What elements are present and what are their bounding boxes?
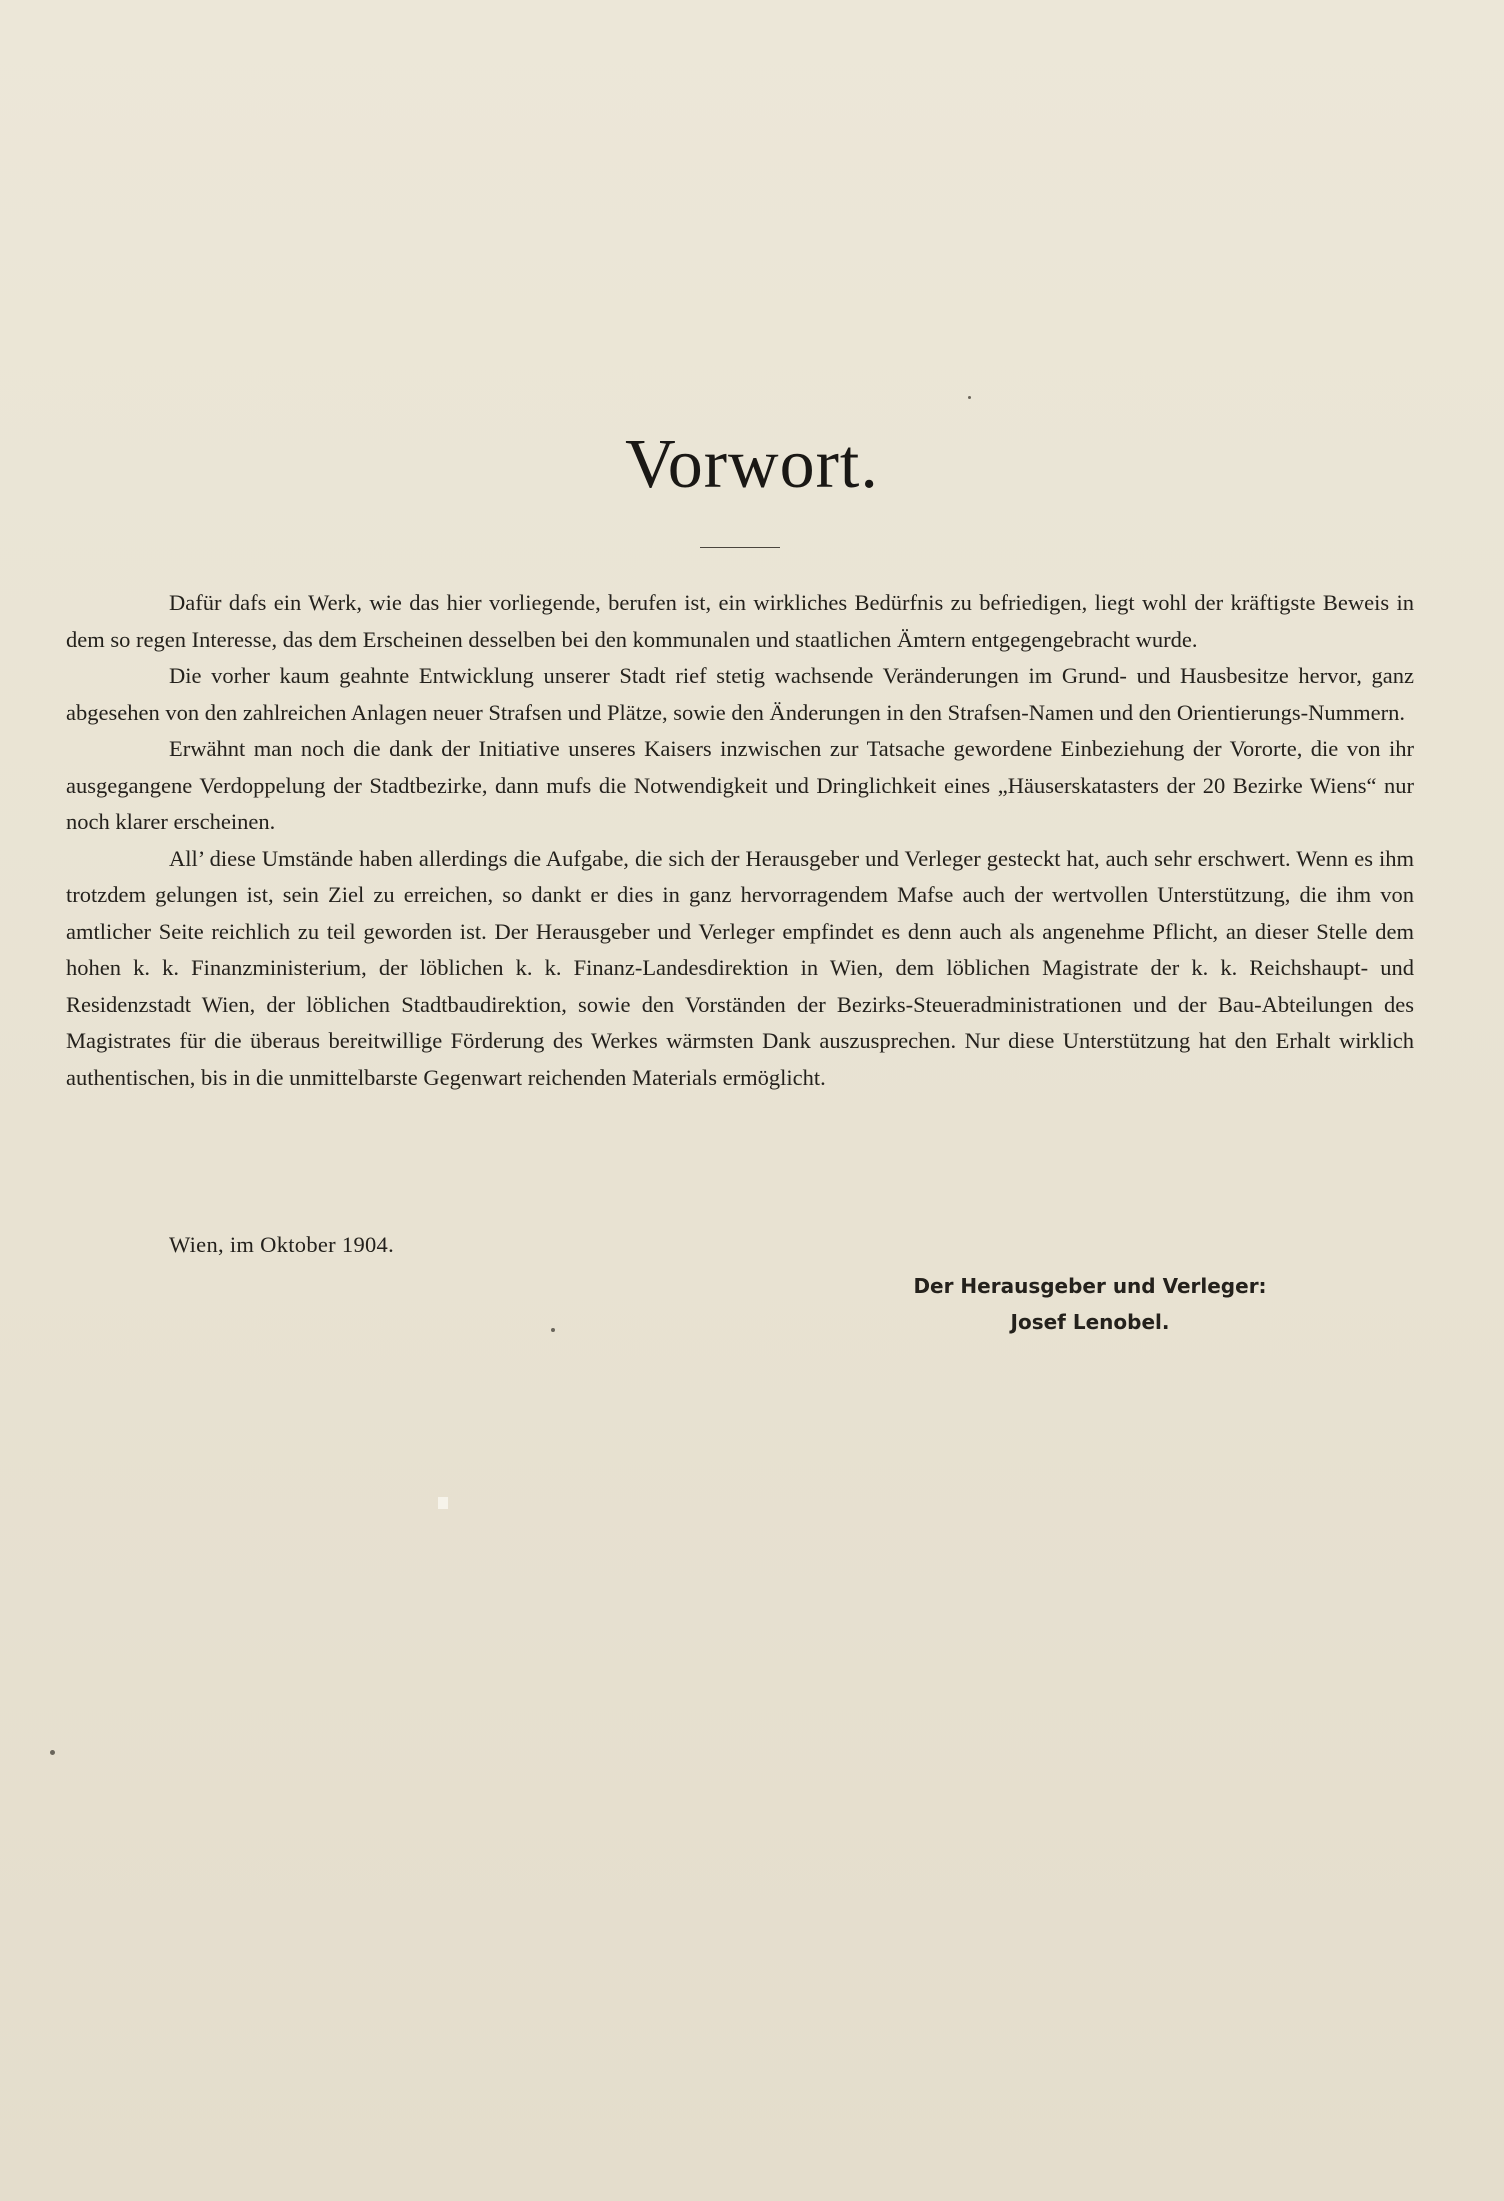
foreword-body bbox=[66, 585, 1414, 1096]
signature-name: Josef Lenobel. bbox=[1010, 1310, 1170, 1334]
paragraph-1: Dafür dafs ein Werk, wie das hier vorliegende, berufen ist, ein wirkliches Bedürfnis zu befriedigen, liegt wohl der kräftigste Beweis in dem so regen Interesse, das dem Erscheinen desselben bei den kommunalen und staatlichen Ämtern entgegengebracht wurde. bbox=[66, 590, 1414, 652]
dateline: Wien, im Oktober 1904. bbox=[169, 1232, 395, 1257]
paper-speck bbox=[551, 1328, 555, 1332]
paragraph-2: Die vorher kaum geahnte Entwicklung unserer Stadt rief stetig wachsende Veränderungen im Grund- und Hausbesitze hervor, ganz abgesehen von den zahlreichen Anlagen neuer Strafsen und Plätze, sowie den Änderungen in den Strafsen-Namen und den Orientierungs-Nummern. bbox=[66, 663, 1414, 725]
title-divider bbox=[700, 547, 780, 548]
signature-role: Der Herausgeber und Verleger: bbox=[913, 1274, 1267, 1298]
signature-block bbox=[880, 1268, 1300, 1340]
paragraph-3: Erwähnt man noch die dank der Initiative unseres Kaisers inzwischen zur Tatsache gewordene Einbeziehung der Vororte, die von ihr ausgegangene Verdoppelung der Stadtbezirke, dann mufs die Notwendigkeit und Dringlichkeit eines „Häuserskatasters der 20 Bezirke Wiens“ nur noch klarer erscheinen. bbox=[66, 736, 1414, 834]
paper-speck bbox=[50, 1750, 55, 1755]
paper-speck bbox=[968, 396, 971, 399]
paragraph-4: All’ diese Umstände haben allerdings die Aufgabe, die sich der Herausgeber und Verleger gesteckt hat, auch sehr erschwert. Wenn es ihm trotzdem gelungen ist, sein Ziel zu erreichen, so dankt er dies in ganz hervorragendem Mafse auch der wertvollen Unterstützung, die ihm von amtlicher Seite reichlich zu teil geworden ist. Der Herausgeber und Verleger empfindet es denn auch als angenehme Pflicht, an dieser Stelle dem hohen k. k. Finanzministerium, der löblichen k. k. Finanz-Landesdirektion in Wien, dem löblichen Magistrate der k. k. Reichshaupt- und Residenzstadt Wien, der löblichen Stadtbaudirektion, sowie den Vorständen der Bezirks-Steueradministrationen und der Bau-Abteilungen des Magistrates für die überaus bereitwillige Förderung des Werkes wärmsten Dank auszusprechen. Nur diese Unterstützung hat den Erhalt wirklich authentischen, bis in die unmittelbarste Gegenwart reichenden Materials ermöglicht. bbox=[66, 845, 1414, 1090]
paper-mark bbox=[438, 1497, 448, 1509]
page-title: Vorwort. bbox=[625, 426, 879, 503]
